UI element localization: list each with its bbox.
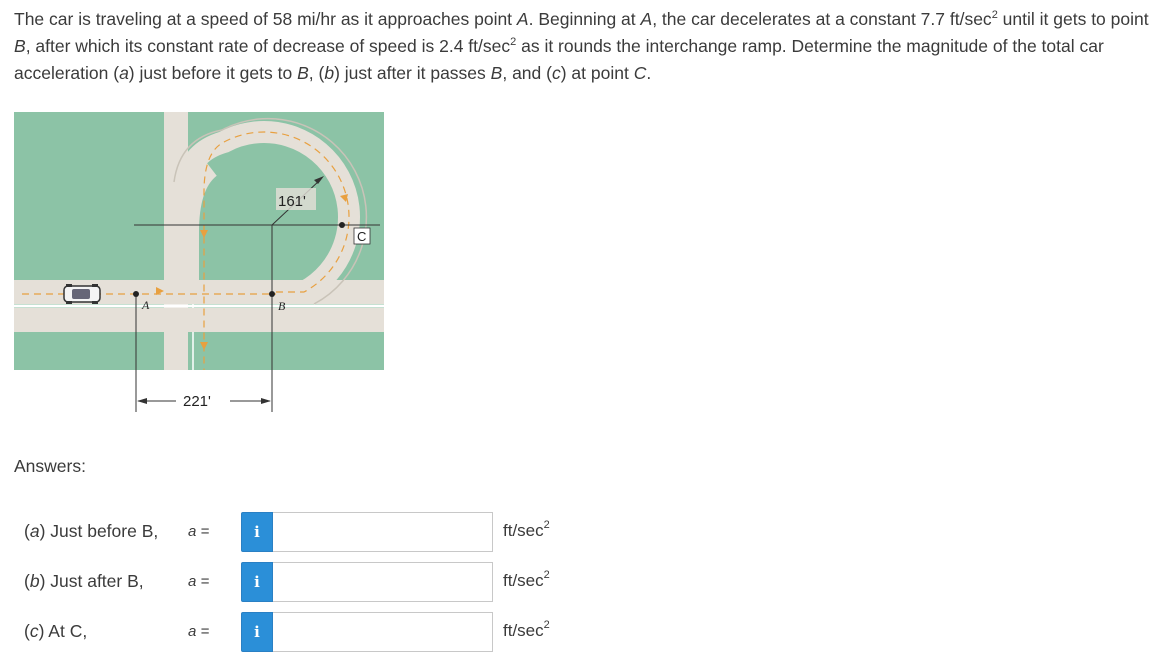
problem-text: . Beginning at bbox=[528, 9, 641, 29]
info-icon[interactable]: i bbox=[241, 612, 273, 652]
point-b-ref: B bbox=[490, 63, 503, 83]
point-b-label: B bbox=[278, 299, 286, 313]
problem-text: as it rounds the interchange ramp. Determine the magnitude of the total car acceleration ( bbox=[14, 36, 1104, 83]
problem-text: until it gets to point bbox=[997, 9, 1149, 29]
radius-label: 161' bbox=[278, 193, 306, 210]
equation-label: a = bbox=[188, 623, 210, 640]
problem-text: , ( bbox=[308, 63, 325, 83]
answer-label: (c) At C, bbox=[24, 621, 88, 641]
answer-row-a bbox=[0, 512, 1166, 554]
problem-text: . bbox=[646, 63, 652, 83]
point-c-ref: C bbox=[633, 63, 647, 83]
unit-label: $ft/\sec^2$ bbox=[503, 619, 550, 640]
info-icon[interactable]: i bbox=[241, 512, 273, 552]
point-a-ref: A bbox=[516, 9, 529, 29]
problem-text: , after which its constant rate of decrease of speed is 2.4 ft/sec bbox=[25, 36, 511, 56]
point-b-marker bbox=[269, 291, 275, 297]
problem-text: ) just before it gets to bbox=[128, 63, 298, 83]
problem-text: , the car decelerates at a constant 7.7 ft/sec bbox=[652, 9, 992, 29]
unit-label: $ft/\sec^2$ bbox=[503, 519, 550, 540]
point-a-marker bbox=[133, 291, 139, 297]
info-icon[interactable]: i bbox=[241, 562, 273, 602]
exponent: 2 bbox=[510, 36, 517, 48]
point-a-ref: A bbox=[640, 9, 653, 29]
distance-label: 221' bbox=[183, 393, 211, 410]
problem-statement bbox=[14, 6, 1160, 87]
answers-heading: Answers: bbox=[14, 456, 86, 476]
interchange-figure bbox=[14, 112, 386, 412]
distance-arrowhead bbox=[137, 398, 147, 404]
unit-label: $ft/\sec^2$ bbox=[503, 569, 550, 590]
part-letter: c bbox=[551, 63, 561, 83]
answer-label: (b) Just after B, bbox=[24, 571, 144, 591]
point-b-ref: B bbox=[297, 63, 309, 83]
part-letter: b bbox=[324, 63, 335, 83]
answer-label: (a) Just before B, bbox=[24, 521, 159, 541]
point-c-marker bbox=[339, 222, 345, 228]
point-a-label: A bbox=[142, 298, 150, 312]
problem-text: ) just after it passes bbox=[334, 63, 491, 83]
car-icon bbox=[64, 284, 100, 304]
equation-label: a = bbox=[188, 523, 210, 540]
problem-text: The car is traveling at a speed of 58 mi/hr as it approaches point bbox=[14, 9, 517, 29]
point-c-label: C bbox=[357, 229, 367, 244]
problem-text: , and ( bbox=[502, 63, 552, 83]
exponent: 2 bbox=[991, 9, 998, 21]
answer-row-b bbox=[0, 562, 1166, 604]
distance-arrowhead bbox=[261, 398, 271, 404]
answer-row-c bbox=[0, 612, 1166, 654]
part-letter: a bbox=[119, 63, 129, 83]
answer-input-c[interactable] bbox=[273, 612, 493, 652]
problem-text: ) at point bbox=[560, 63, 634, 83]
horizontal-road-lower bbox=[14, 308, 384, 332]
point-b-ref: B bbox=[14, 36, 26, 56]
answer-input-b[interactable] bbox=[273, 562, 493, 602]
equation-label: a = bbox=[188, 573, 210, 590]
answer-input-a[interactable] bbox=[273, 512, 493, 552]
